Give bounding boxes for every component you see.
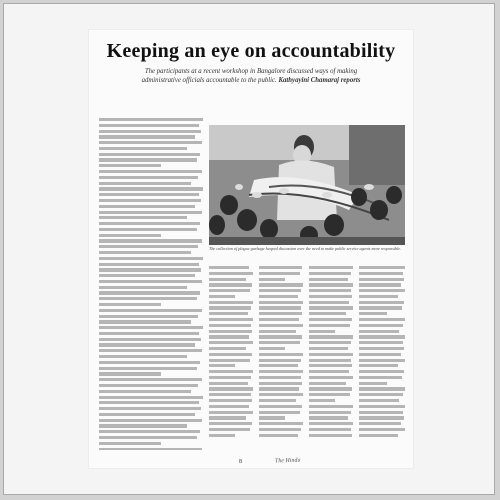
text-line xyxy=(259,324,303,327)
text-line xyxy=(309,387,352,390)
text-line xyxy=(209,428,250,431)
text-line xyxy=(209,318,253,321)
text-line xyxy=(309,301,349,304)
text-line xyxy=(309,393,350,396)
text-line xyxy=(99,442,161,445)
text-line xyxy=(359,301,404,304)
text-line xyxy=(99,361,200,364)
text-line xyxy=(359,422,401,425)
text-line xyxy=(209,399,252,402)
text-line xyxy=(359,272,403,275)
text-line xyxy=(99,274,195,277)
text-line xyxy=(99,286,187,289)
text-line xyxy=(259,376,301,379)
text-line xyxy=(259,370,303,373)
text-line xyxy=(259,405,302,408)
text-line xyxy=(209,312,248,315)
text-line xyxy=(99,239,202,242)
text-line xyxy=(99,320,191,323)
text-line xyxy=(99,130,201,133)
text-line xyxy=(359,399,399,402)
text-line xyxy=(209,278,246,281)
text-line xyxy=(99,268,201,271)
text-line xyxy=(99,182,191,185)
text-line xyxy=(209,283,252,286)
text-line xyxy=(259,416,285,419)
text-line xyxy=(99,419,202,422)
text-line xyxy=(209,324,251,327)
text-line xyxy=(99,164,161,167)
text-line xyxy=(309,364,352,367)
text-line xyxy=(309,359,351,362)
text-line xyxy=(259,422,303,425)
text-line xyxy=(209,341,253,344)
text-line xyxy=(359,382,387,385)
text-line xyxy=(359,370,404,373)
text-line xyxy=(309,266,353,269)
text-line xyxy=(309,347,348,350)
text-line xyxy=(99,436,197,439)
text-line xyxy=(309,376,353,379)
text-line xyxy=(309,370,349,373)
text-line xyxy=(309,306,353,309)
text-line xyxy=(359,335,405,338)
text-line xyxy=(309,411,351,414)
text-line xyxy=(359,347,404,350)
text-line xyxy=(99,424,187,427)
text-line xyxy=(259,318,299,321)
text-line xyxy=(309,312,346,315)
text-line xyxy=(309,278,348,281)
text-line xyxy=(99,367,197,370)
text-line xyxy=(259,301,303,304)
text-line xyxy=(359,393,403,396)
text-line xyxy=(209,266,249,269)
text-line xyxy=(99,349,202,352)
text-line xyxy=(99,176,198,179)
text-line xyxy=(309,289,351,292)
text-line xyxy=(309,428,351,431)
text-line xyxy=(99,245,198,248)
text-line xyxy=(99,413,195,416)
text-line xyxy=(359,359,405,362)
text-line xyxy=(99,193,199,196)
deck-text: The participants at a recent workshop in Bangalore discussed ways of making administrative officials accountable to the public. xyxy=(141,68,358,84)
text-line xyxy=(259,399,296,402)
text-line xyxy=(259,330,296,333)
text-line xyxy=(99,216,187,219)
text-line xyxy=(309,341,351,344)
body-column-3 xyxy=(259,266,303,452)
text-line xyxy=(359,428,405,431)
text-line xyxy=(99,332,199,335)
text-line xyxy=(99,315,198,318)
text-line xyxy=(99,251,191,254)
text-line xyxy=(359,434,398,437)
text-line xyxy=(209,382,248,385)
text-line xyxy=(99,147,187,150)
text-line xyxy=(209,370,253,373)
headline: Keeping an eye on accountability xyxy=(106,40,396,62)
text-line xyxy=(359,330,399,333)
text-line xyxy=(209,295,235,298)
text-line xyxy=(209,347,246,350)
text-line xyxy=(209,422,252,425)
scan-frame xyxy=(3,3,495,495)
text-line xyxy=(359,405,405,408)
text-line xyxy=(99,309,202,312)
text-line xyxy=(99,141,202,144)
text-line xyxy=(209,289,250,292)
text-line xyxy=(259,341,300,344)
text-line xyxy=(359,364,398,367)
standfirst xyxy=(127,68,375,85)
text-line xyxy=(309,272,351,275)
text-line xyxy=(99,118,203,121)
text-line xyxy=(99,343,195,346)
text-line xyxy=(209,364,235,367)
text-line xyxy=(359,376,402,379)
text-line xyxy=(259,382,302,385)
text-line xyxy=(99,396,203,399)
text-line xyxy=(259,272,300,275)
text-line xyxy=(99,384,198,387)
text-line xyxy=(99,257,203,260)
text-line xyxy=(99,263,199,266)
text-line xyxy=(359,387,405,390)
text-line xyxy=(209,387,253,390)
text-line xyxy=(259,387,299,390)
text-line xyxy=(99,228,197,231)
text-line xyxy=(309,382,346,385)
newspaper-clipping xyxy=(88,29,414,469)
byline: Kathyayini Chamaraj reports xyxy=(278,76,361,84)
text-line xyxy=(359,283,401,286)
text-line xyxy=(259,266,302,269)
text-line xyxy=(99,430,200,433)
text-line xyxy=(359,341,403,344)
text-line xyxy=(99,234,161,237)
text-line xyxy=(259,289,301,292)
text-line xyxy=(259,434,298,437)
handwritten-note: The Hindu xyxy=(274,457,301,465)
body-column-4 xyxy=(309,266,353,452)
text-line xyxy=(99,199,201,202)
article-photo xyxy=(209,125,405,245)
text-line xyxy=(99,158,197,161)
text-line xyxy=(209,359,250,362)
text-line xyxy=(259,428,301,431)
text-line xyxy=(99,326,203,329)
text-line xyxy=(309,318,352,321)
text-line xyxy=(259,278,285,281)
text-line xyxy=(259,359,301,362)
text-line xyxy=(309,422,353,425)
text-line xyxy=(259,353,303,356)
text-line xyxy=(209,335,249,338)
body-column-5 xyxy=(359,266,405,452)
text-line xyxy=(259,295,298,298)
text-line xyxy=(359,416,404,419)
text-line xyxy=(99,407,201,410)
text-line xyxy=(359,324,403,327)
text-line xyxy=(309,434,352,437)
text-line xyxy=(359,411,403,414)
crowd-photo xyxy=(209,125,405,245)
text-line xyxy=(99,124,199,127)
text-line xyxy=(99,205,195,208)
text-line xyxy=(259,364,298,367)
text-line xyxy=(209,353,252,356)
text-line xyxy=(99,222,200,225)
text-line xyxy=(209,405,249,408)
text-line xyxy=(99,211,202,214)
text-line xyxy=(209,411,253,414)
text-line xyxy=(259,411,300,414)
text-line xyxy=(309,353,353,356)
text-line xyxy=(209,306,251,309)
text-line xyxy=(309,416,348,419)
text-line xyxy=(259,335,302,338)
text-line xyxy=(259,312,302,315)
text-line xyxy=(259,283,303,286)
text-line xyxy=(209,393,251,396)
text-line xyxy=(309,330,335,333)
text-line xyxy=(259,393,303,396)
body-column-1 xyxy=(99,118,203,450)
text-line xyxy=(259,347,285,350)
text-line xyxy=(209,434,235,437)
text-line xyxy=(99,372,161,375)
text-line xyxy=(209,330,252,333)
text-line xyxy=(99,280,202,283)
text-line xyxy=(99,297,197,300)
text-line xyxy=(99,153,200,156)
text-line xyxy=(99,390,191,393)
text-line xyxy=(99,187,203,190)
text-line xyxy=(99,378,202,381)
page-number: 8 xyxy=(239,459,242,465)
text-line xyxy=(99,135,195,138)
text-line xyxy=(359,353,401,356)
text-line xyxy=(309,335,353,338)
text-line xyxy=(359,312,387,315)
text-line xyxy=(99,303,161,306)
text-line xyxy=(309,324,350,327)
text-line xyxy=(99,338,201,341)
photo-caption: The collection of plague garbage heaped discussion over the need to make public service agents more responsible. xyxy=(209,246,402,251)
text-line xyxy=(99,401,199,404)
text-line xyxy=(209,376,251,379)
text-line xyxy=(99,170,202,173)
text-line xyxy=(309,295,352,298)
text-line xyxy=(99,448,202,450)
text-line xyxy=(99,291,200,294)
body-column-2 xyxy=(209,266,253,452)
text-line xyxy=(99,355,187,358)
text-line xyxy=(359,278,404,281)
text-line xyxy=(359,318,405,321)
text-line xyxy=(209,416,246,419)
text-line xyxy=(359,295,398,298)
text-line xyxy=(209,301,253,304)
text-line xyxy=(309,405,353,408)
text-line xyxy=(359,289,405,292)
text-line xyxy=(359,306,402,309)
text-line xyxy=(359,266,405,269)
text-line xyxy=(259,306,301,309)
text-line xyxy=(309,399,335,402)
text-line xyxy=(209,272,253,275)
text-line xyxy=(309,283,353,286)
